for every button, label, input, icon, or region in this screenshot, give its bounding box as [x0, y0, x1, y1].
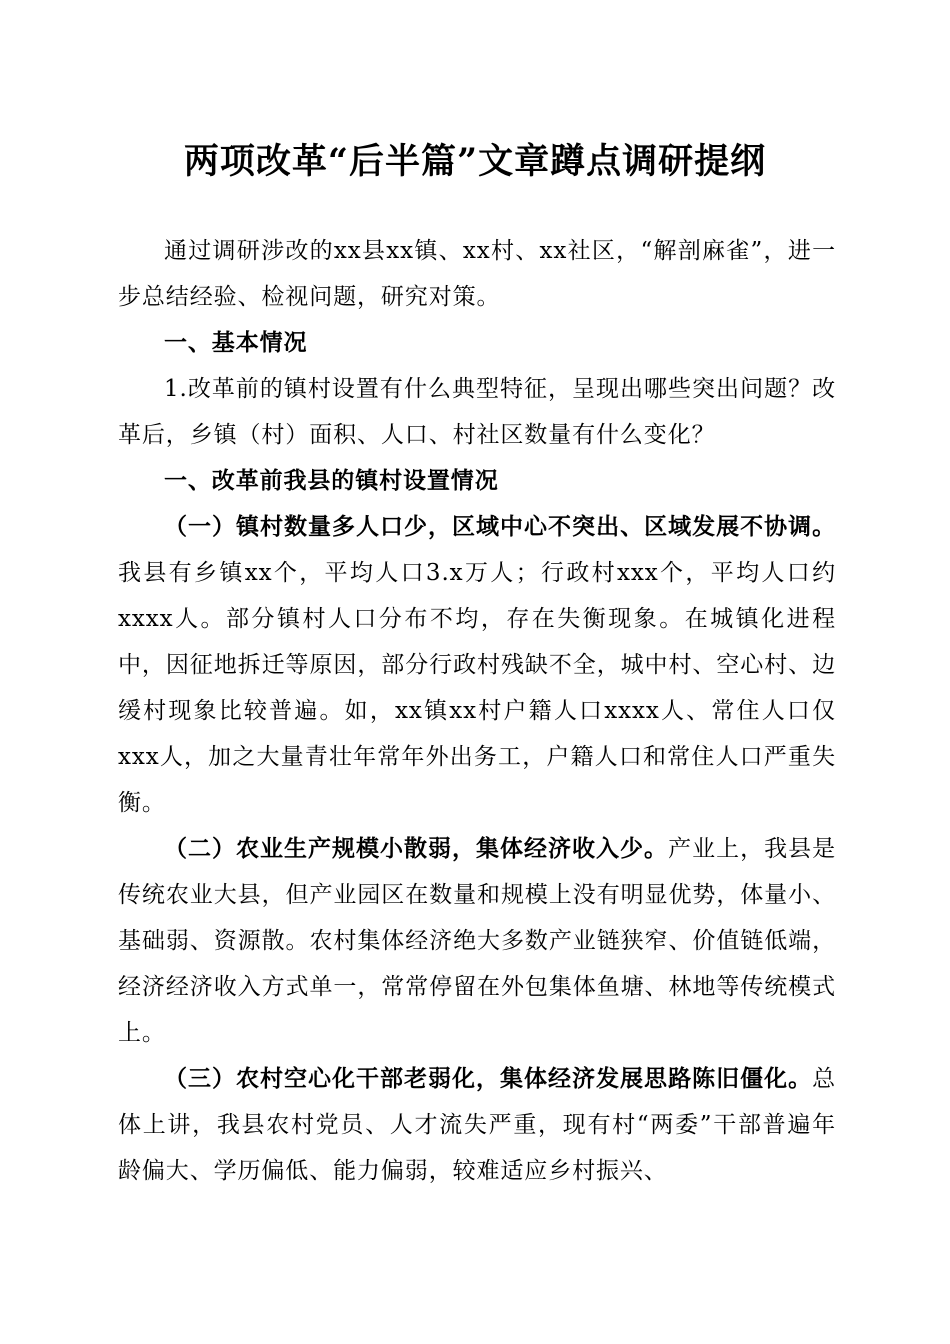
section-lead: （一）镇村数量多人口少，区域中心不突出、区域发展不协调。	[164, 513, 836, 540]
document-body	[118, 228, 836, 1194]
section-text: 总体上讲，我县农村党员、人才流失严重，现有村“两委”干部普遍年龄偏大、学历偏低、能力偏弱，较难适应乡村振兴、	[118, 1066, 836, 1184]
section-paragraph	[118, 1056, 836, 1194]
section-text: 我县有乡镇xx个，平均人口3.x万人；行政村xxx个，平均人口约xxxx人。部分镇村人口分布不均，存在失衡现象。在城镇化进程中，因征地拆迁等原因，部分行政村残缺不全，城中村、空心村、边缓村现象比较普遍。如，xx镇xx村户籍人口xxxx人、常住人口仅xxx人，加之大量青壮年常年外出务工，户籍人口和常住人口严重失衡。	[118, 560, 836, 816]
question-paragraph: 1.改革前的镇村设置有什么典型特征，呈现出哪些突出问题？改革后，乡镇（村）面积、人口、村社区数量有什么变化？	[118, 376, 836, 448]
heading-basic-situation: 一、基本情况	[164, 330, 308, 356]
heading-pre-reform-setup: 一、改革前我县的镇村设置情况	[164, 468, 499, 494]
section-paragraph	[118, 504, 836, 826]
section-paragraph	[118, 826, 836, 1056]
intro-paragraph: 通过调研涉改的xx县xx镇、xx村、xx社区，“解剖麻雀”，进一步总结经验、检视问题，研究对策。	[118, 238, 836, 310]
section-text: 产业上，我县是传统农业大县，但产业园区在数量和规模上没有明显优势，体量小、基础弱、资源散。农村集体经济绝大多数产业链狭窄、价值链低端，经济经济收入方式单一，常常停留在外包集体鱼塘、林地等传统模式上。	[118, 836, 836, 1046]
section-lead: （三）农村空心化干部老弱化，集体经济发展思路陈旧僵化。	[164, 1065, 813, 1092]
section-lead: （二）农业生产规模小散弱，集体经济收入少。	[164, 835, 669, 862]
document-title: 两项改革“后半篇”文章蹲点调研提纲	[183, 141, 767, 182]
